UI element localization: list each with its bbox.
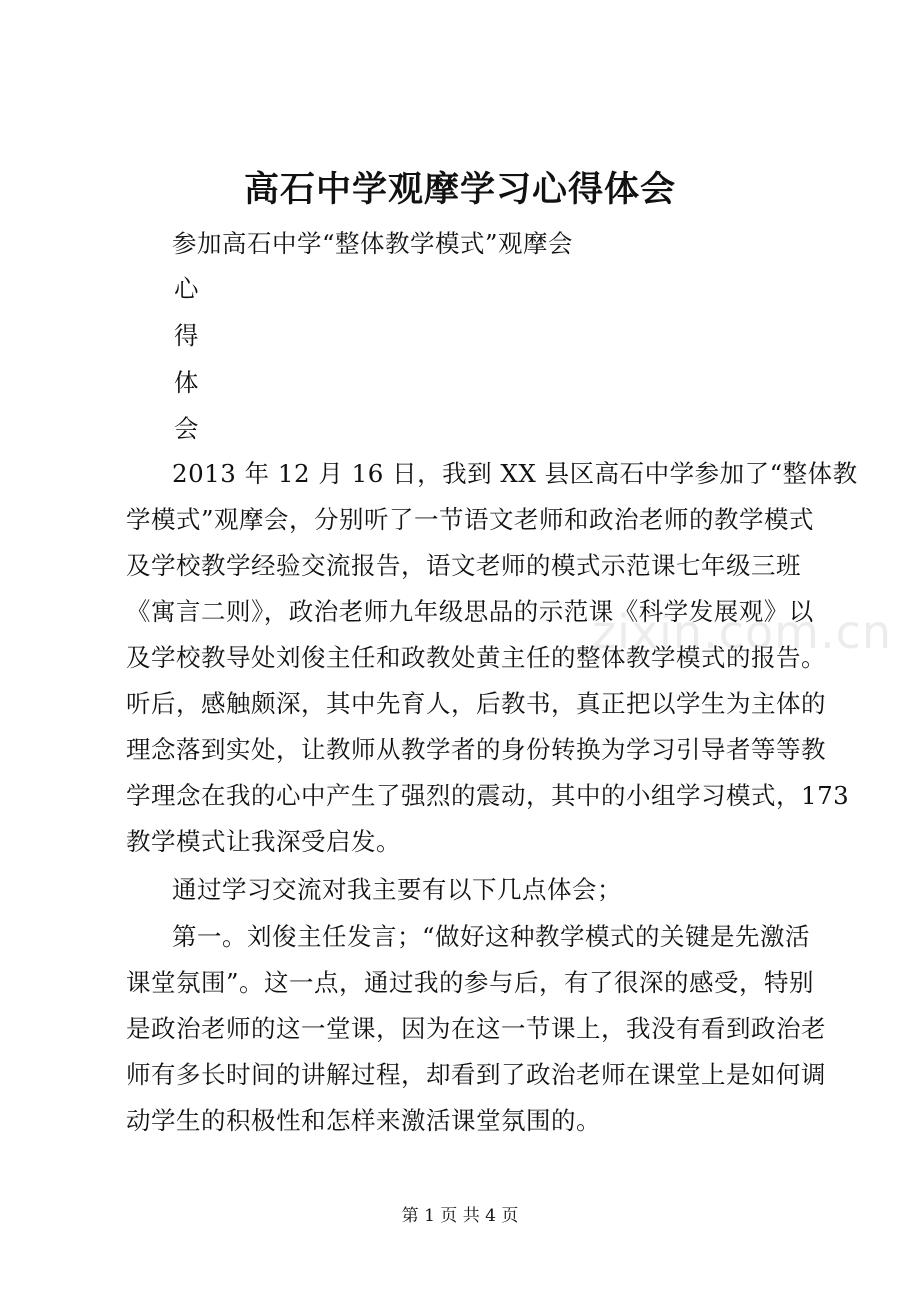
paragraph-line: 师有多长时间的讲解过程，却看到了政治老师在课堂上是如何调: [126, 1060, 826, 1089]
paragraph-line: 听后，感触颇深，其中先育人，后教书，真正把以学生为主体的: [126, 689, 826, 718]
subtitle-line: 参加高石中学“整体教学模式”观摩会: [172, 229, 574, 258]
page-footer: 第 1 页 共 4 页: [401, 1206, 519, 1226]
vertical-char: 心: [174, 274, 199, 303]
vertical-char: 体: [174, 368, 199, 397]
paragraph-line: 《寓言二则》，政治老师九年级思品的示范课《科学发展观》以: [126, 597, 814, 626]
paragraph-line: 2013 年 12 月 16 日，我到 XX 县区高石中学参加了“整体教: [172, 459, 858, 488]
paragraph-2: 通过学习交流对我主要有以下几点体会；: [172, 875, 622, 904]
paragraph-line: 及学校教导处刘俊主任和政教处黄主任的整体教学模式的报告。: [126, 643, 826, 672]
vertical-char: 会: [174, 414, 199, 443]
paragraph-line: 理念落到实处，让教师从教学者的身份转换为学习引导者等等教: [126, 735, 826, 764]
paragraph-line: 动学生的积极性和怎样来激活课堂氛围的。: [126, 1106, 601, 1135]
paragraph-line: 学模式”观摩会，分别听了一节语文老师和政治老师的教学模式: [126, 505, 815, 534]
paragraph-line: 第一。刘俊主任发言；“做好这种教学模式的关键是先激活: [172, 922, 811, 951]
paragraph-line: 课堂氛围”。这一点，通过我的参与后，有了很深的感受，特别: [126, 968, 815, 997]
paragraph-line: 是政治老师的这一堂课，因为在这一节课上，我没有看到政治老: [126, 1014, 826, 1043]
document-title: 高石中学观摩学习心得体会: [243, 169, 676, 210]
paragraph-line: 教学模式让我深受启发。: [126, 827, 401, 856]
watermark: zixin.com.cn: [592, 605, 893, 659]
vertical-char: 得: [174, 321, 199, 350]
paragraph-line: 及学校教学经验交流报告，语文老师的模式示范课七年级三班: [126, 551, 801, 580]
paragraph-line: 学理念在我的心中产生了强烈的震动，其中的小组学习模式，173: [126, 781, 850, 810]
